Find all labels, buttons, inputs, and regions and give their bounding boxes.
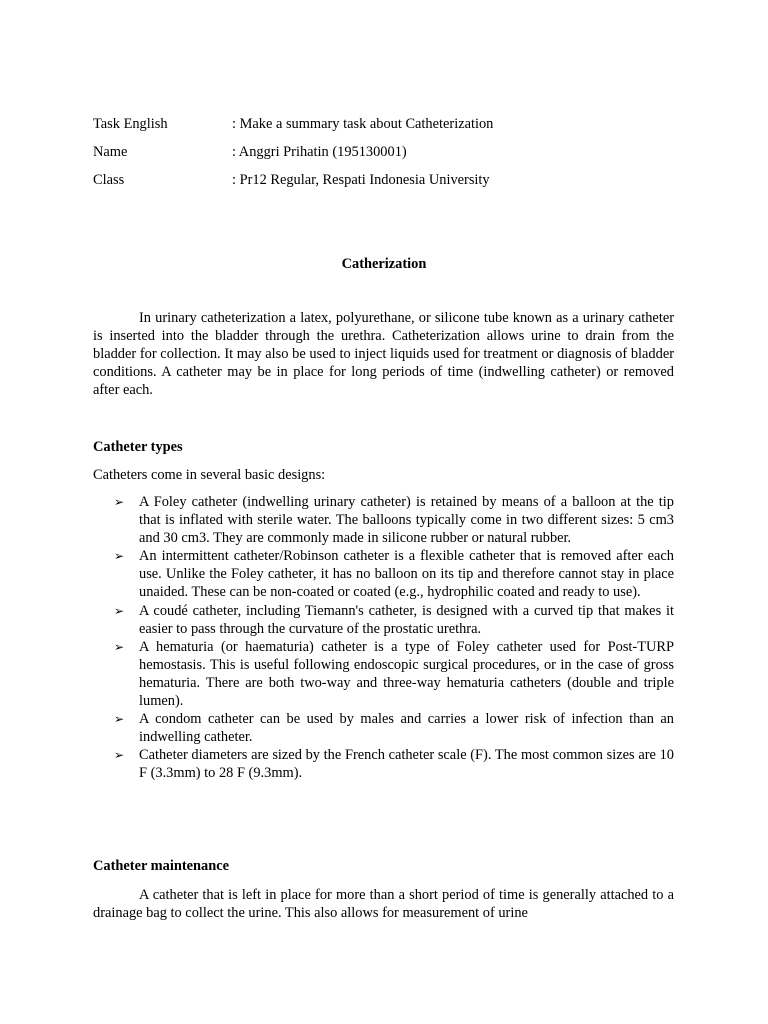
list-item <box>93 602 674 638</box>
name-label: Name <box>93 144 128 160</box>
arrowhead-bullet-icon: ➢ <box>114 495 125 509</box>
name-value: : Anggri Prihatin (195130001) <box>232 144 407 160</box>
list-item-text: Catheter diameters are sized by the French catheter scale (F). The most common sizes are 10 F (3.3mm) to 28 F (9.3mm). <box>139 747 674 782</box>
task-value: : Make a summary task about Catheterization <box>232 116 494 132</box>
list-item-text: A Foley catheter (indwelling urinary catheter) is retained by means of a balloon at the tip that is inflated with sterile water. The balloons typically come in two different sizes: 5 cm3 and 30 cm3. They are commonly made in silicone rubber or natural rubber. <box>139 494 674 547</box>
arrowhead-bullet-icon: ➢ <box>114 639 125 654</box>
arrowhead-bullet-icon: ➢ <box>114 748 125 763</box>
class-label: Class <box>93 172 125 188</box>
maintenance-paragraph: A catheter that is left in place for more than a short period of time is generally attached to a drainage bag to collect the urine. This also allows for measurement of urine <box>93 887 674 922</box>
list-item-text: A coudé catheter, including Tiemann's catheter, is designed with a curved tip that makes it easier to pass through the curvature of the prostatic urethra. <box>139 602 674 637</box>
header-row-name <box>93 142 693 162</box>
arrowhead-bullet-icon: ➢ <box>114 603 125 618</box>
list-item-text: A hematuria (or haematuria) catheter is a type of Foley catheter used for Post-TURP hemostasis. This is useful following endoscopic surgical procedures, or in the case of gross hematuria. There are both two-way and three-way hematuria catheters (double and triple lumen). <box>139 638 674 710</box>
header-row-task <box>93 114 693 134</box>
intro-paragraph: In urinary catheterization a latex, polyurethane, or silicone tube known as a urinary catheter is inserted into the bladder through the urethra. Catheterization allows urine to drain from the bladder for collection. It may also be used to inject liquids used for treatment or diagnosis of bladder conditions. A catheter may be in place for long periods of time (indwelling catheter) or removed after each. <box>93 310 674 399</box>
task-label: Task English <box>93 116 168 132</box>
header-row-class <box>93 170 693 190</box>
catheter-maintenance-heading: Catheter maintenance <box>93 858 230 874</box>
catheter-types-heading: Catheter types <box>93 439 183 455</box>
list-item <box>93 746 674 782</box>
list-item <box>93 547 674 601</box>
list-item <box>93 710 674 746</box>
arrowhead-bullet-icon: ➢ <box>114 549 125 564</box>
document-title: Catherization <box>341 256 427 272</box>
list-item-text: A condom catheter can be used by males and carries a lower risk of infection than an indwelling catheter. <box>139 711 674 746</box>
list-item <box>93 638 674 710</box>
list-item <box>93 493 674 547</box>
arrowhead-bullet-icon: ➢ <box>114 712 125 727</box>
catheter-types-intro: Catheters come in several basic designs: <box>93 467 326 483</box>
catheter-types-list <box>93 493 674 783</box>
class-value: : Pr12 Regular, Respati Indonesia University <box>232 172 490 188</box>
list-item-text: An intermittent catheter/Robinson catheter is a flexible catheter that is removed after each use. Unlike the Foley catheter, it has no balloon on its tip and therefore cannot stay in place unaided. These can be non-coated or coated (e.g., hydrophilic coated and ready to use). <box>139 548 674 601</box>
